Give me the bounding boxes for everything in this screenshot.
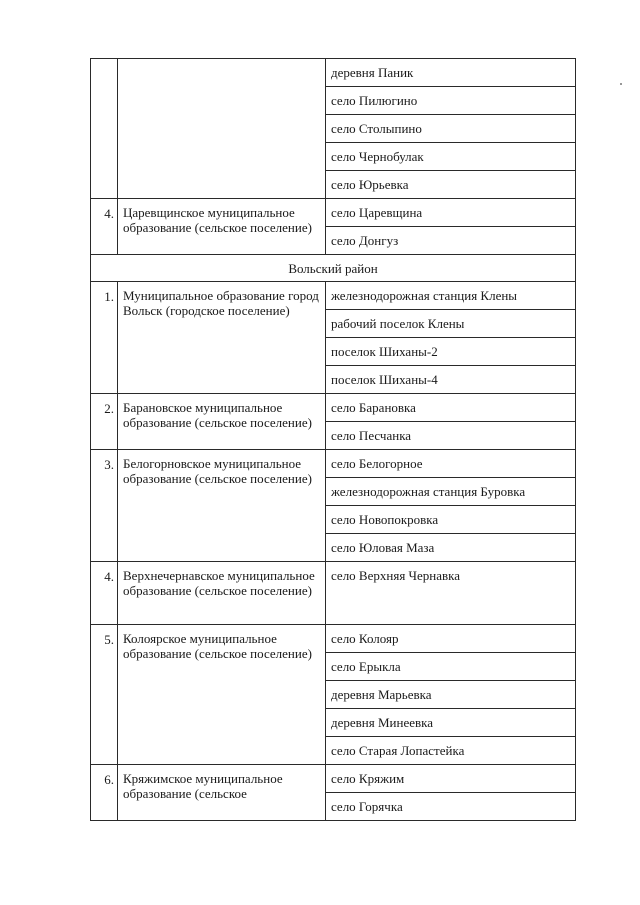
row-number: 5.: [91, 625, 118, 765]
locality: село Царевщина: [326, 199, 576, 227]
locality: рабочий поселок Клены: [326, 310, 576, 338]
row-number: 4.: [91, 562, 118, 625]
locality: село Пилюгино: [326, 87, 576, 115]
municipality-name: Верхнечернавское муниципальное образование (сельское поселение): [118, 562, 326, 625]
table-row: [91, 394, 576, 422]
locality: село Донгуз: [326, 227, 576, 255]
locality: село Колояр: [326, 625, 576, 653]
scan-speck: [620, 83, 622, 85]
locality: село Белогорное: [326, 450, 576, 478]
locality: село Юловая Маза: [326, 534, 576, 562]
row-number: 6.: [91, 765, 118, 821]
settlements-table: [90, 58, 576, 821]
locality: поселок Шиханы-2: [326, 338, 576, 366]
locality: село Барановка: [326, 394, 576, 422]
locality: село Столыпино: [326, 115, 576, 143]
locality: поселок Шиханы-4: [326, 366, 576, 394]
locality: село Старая Лопастейка: [326, 737, 576, 765]
district-header-row: [91, 255, 576, 282]
table-row: [91, 765, 576, 793]
locality: деревня Марьевка: [326, 681, 576, 709]
locality: село Горячка: [326, 793, 576, 821]
district-title: Вольский район: [91, 255, 576, 282]
table-row: [91, 59, 576, 87]
table-row: [91, 562, 576, 625]
municipality-name: Муниципальное образование город Вольск (городское поселение): [118, 282, 326, 394]
locality: железнодорожная станция Клены: [326, 282, 576, 310]
municipality-name: Царевщинское муниципальное образование (сельское поселение): [118, 199, 326, 255]
row-number: 3.: [91, 450, 118, 562]
municipality-name: Кряжимское муниципальное образование (сельское: [118, 765, 326, 821]
table-row: [91, 450, 576, 478]
municipality-name: Барановское муниципальное образование (сельское поселение): [118, 394, 326, 450]
municipality-name: Белогорновское муниципальное образование (сельское поселение): [118, 450, 326, 562]
row-number: 2.: [91, 394, 118, 450]
locality: село Юрьевка: [326, 171, 576, 199]
table-row: [91, 199, 576, 227]
locality: село Чернобулак: [326, 143, 576, 171]
locality: село Кряжим: [326, 765, 576, 793]
locality: деревня Минеевка: [326, 709, 576, 737]
locality: село Верхняя Чернавка: [326, 562, 576, 625]
table-row: [91, 282, 576, 310]
locality: деревня Паник: [326, 59, 576, 87]
locality: село Песчанка: [326, 422, 576, 450]
table-row: [91, 625, 576, 653]
municipality-name: [118, 59, 326, 199]
locality: село Ерыкла: [326, 653, 576, 681]
locality: железнодорожная станция Буровка: [326, 478, 576, 506]
row-number: [91, 59, 118, 199]
municipality-name: Колоярское муниципальное образование (сельское поселение): [118, 625, 326, 765]
row-number: 4.: [91, 199, 118, 255]
locality: село Новопокровка: [326, 506, 576, 534]
row-number: 1.: [91, 282, 118, 394]
